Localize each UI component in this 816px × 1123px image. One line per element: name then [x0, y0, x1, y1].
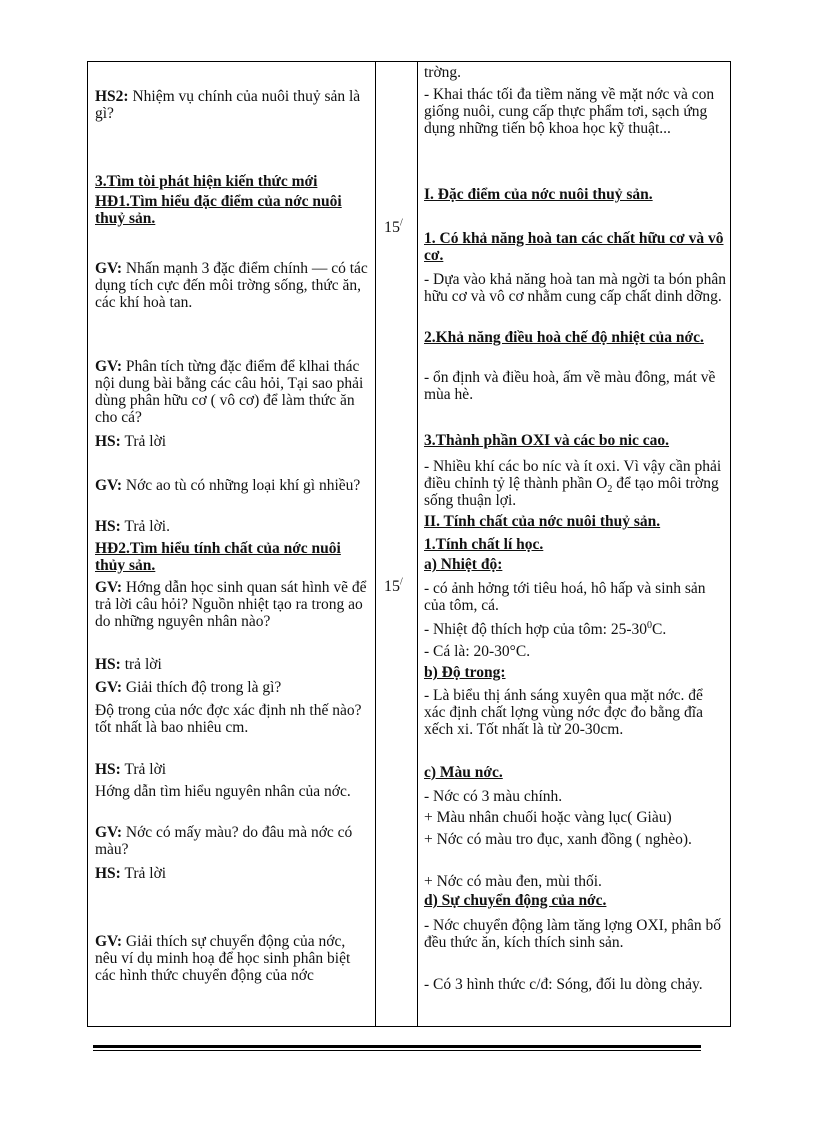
gv1-note: GV: Nhấn mạnh 3 đặc điểm chính — có tác dụng tích cực đến môi trờng sống, thức ăn, các khí hoà tan.: [95, 260, 368, 311]
guide-note: Hớng dẫn tìm hiểu nguyên nhân của nớc.: [95, 783, 351, 800]
color-text-4: + Nớc có màu đen, mùi thối.: [424, 873, 602, 890]
color-text-1: - Nớc có 3 màu chính.: [424, 788, 563, 805]
movement-text-2: - Có 3 hình thức c/đ: Sóng, đối lu dòng chảy.: [424, 976, 703, 993]
hd1-title: HĐ1.Tìm hiểu đặc điểm của nớc nuôi thuỷ sản.: [95, 193, 342, 227]
hs-answer-3: HS: trả lời: [95, 656, 162, 673]
section2-title: II. Tính chất của nớc nuôi thuỷ sản.: [424, 513, 661, 530]
footer-rule-thin: [93, 1050, 701, 1051]
gv4-note: GV: Hớng dẫn học sinh quan sát hình vẽ để trả lời câu hỏi? Nguồn nhiệt tạo ra trong ao do những nguyên nhân nào?: [95, 579, 367, 630]
clarity-title: b) Độ trong:: [424, 664, 506, 681]
content-line-1: trờng.: [424, 64, 462, 81]
temperature-text-2: - Nhiệt độ thích hợp của tôm: $25-30^0C$.: [424, 619, 667, 638]
section1a-title: 1. Có khả năng hoà tan các chất hữu cơ và vô cơ.: [424, 230, 724, 264]
temperature-title: a) Nhiệt độ:: [424, 556, 503, 573]
section1c-title: 3.Thành phần OXI và các bo nic cao.: [424, 432, 670, 449]
temperature-text-1: - có ảnh hởng tới tiêu hoá, hô hấp và sinh sản của tôm, cá.: [424, 580, 706, 614]
color-title: c) Màu nớc.: [424, 764, 503, 781]
hs2-question: HS2: Nhiệm vụ chính của nuôi thuỷ sản là gì?: [95, 88, 361, 122]
gv5-note: GV: Giải thích độ trong là gì?: [95, 679, 282, 696]
content-line-2: - Khai thác tối đa tiềm năng về mặt nớc và con giống nuôi, cung cấp thực phẩm tơi, sạch ứng dụng những tiến bộ khoa học kỹ thuật...: [424, 86, 715, 137]
column-divider-2: [417, 62, 418, 1026]
section1a-text: - Dựa vào khả năng hoà tan mà ngời ta bón phân hữu cơ và vô cơ nhằm cung cấp chất dinh dỡng.: [424, 271, 726, 305]
section1c-text: - Nhiều khí các bo níc và ít oxi. Vì vậy cần phải điều chỉnh tỷ lệ thành phần $O_2$ để tạo môi trờng sống thuận lợi.: [424, 458, 722, 509]
gv7-note: GV: Giải thích sự chuyển động của nớc, nêu ví dụ minh hoạ để học sinh phân biệt các hình thức chuyển động của nớc: [95, 933, 351, 984]
section1b-title: 2.Khả năng điều hoà chế độ nhiệt của nớc.: [424, 329, 704, 346]
color-text-3: + Nớc có màu tro đục, xanh đồng ( nghèo).: [424, 831, 692, 848]
movement-text-1: - Nớc chuyển động làm tăng lợng OXI, phân bố đều thức ăn, kích thích sinh sản.: [424, 917, 722, 951]
gv2-note: GV: Phân tích từng đặc điểm để klhai thác nội dung bài bằng các câu hỏi, Tại sao phải dùng phân hữu cơ ( vô cơ) để làm thức ăn cho cá?: [95, 358, 364, 426]
hs-answer-4: HS: Trả lời: [95, 761, 167, 778]
column-divider-1: [375, 62, 376, 1026]
temperature-text-3: - Cá là: 20-30°C.: [424, 643, 531, 660]
gv6-note: GV: Nớc có mấy màu? do đâu mà nớc có màu?: [95, 824, 353, 858]
time-hd2: 15/: [384, 576, 403, 595]
section1b-text: - ổn định và điều hoà, ấm về màu đông, mát về mùa hè.: [424, 369, 716, 403]
lesson-table: [87, 61, 731, 1027]
section3-title: 3.Tìm tòi phát hiện kiến thức mới: [95, 173, 318, 190]
gv3-note: GV: Nớc ao tù có những loại khí gì nhiều?: [95, 477, 361, 494]
section1-title: I. Đặc điểm của nớc nuôi thuỷ sản.: [424, 186, 653, 203]
clarity-text: - Là biểu thị ánh sáng xuyên qua mặt nớc. để xác định chất lợng vùng nớc đợc đo bằng đĩa xếch xi. Tốt nhất là từ 20-30cm.: [424, 687, 703, 738]
hd2-title: HĐ2.Tìm hiểu tính chất của nớc nuôi thủy sản.: [95, 540, 341, 574]
color-text-2: + Màu nhân chuối hoặc vàng lục( Giàu): [424, 809, 672, 826]
hs-answer-2: HS: Trả lời.: [95, 518, 170, 535]
footer-rule-thick: [93, 1045, 701, 1048]
hs-answer-1: HS: Trả lời: [95, 433, 167, 450]
section2a-title: 1.Tính chất lí học.: [424, 536, 544, 553]
movement-title: d) Sự chuyển động của nớc.: [424, 892, 607, 909]
time-hd1: 15/: [384, 217, 403, 236]
clarity-question: Độ trong của nớc đợc xác định nh thế nào? tốt nhất là bao nhiêu cm.: [95, 702, 362, 736]
hs-answer-5: HS: Trả lời: [95, 865, 167, 882]
